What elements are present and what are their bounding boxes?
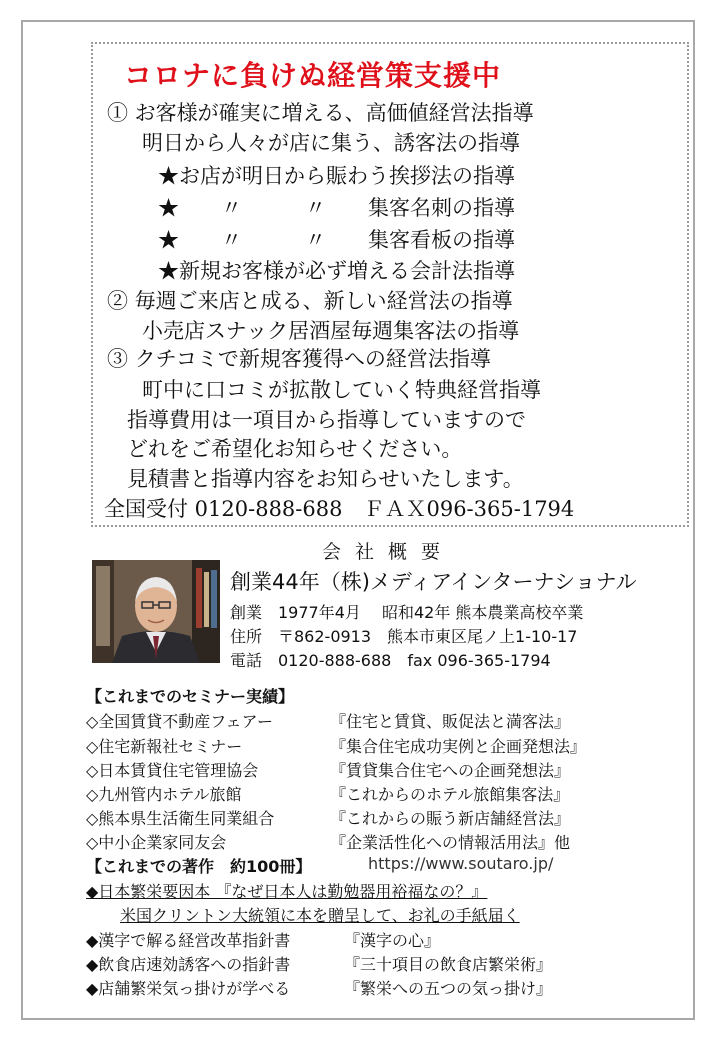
seminar-org: ◇日本賃貸住宅管理協会 <box>86 761 259 780</box>
main-line: 小売店スナック居酒屋毎週集客法の指導 <box>142 319 520 343</box>
books-header: 【これまでの著作 約100冊】 <box>86 857 312 876</box>
book-desc: ◆店舗繁栄気っ掛けが学べる <box>86 979 291 998</box>
seminar-org: ◇全国賃貸不動産フェアー <box>86 712 274 731</box>
book-title: 『繁栄への五つの気っ掛け』 <box>344 979 553 998</box>
seminar-title: 『企業活性化への情報活用法』他 <box>330 833 571 852</box>
main-line: ★お店が明日から賑わう挨拶法の指導 <box>158 164 515 188</box>
portrait-photo <box>92 560 220 663</box>
seminar-org: ◇住宅新報社セミナー <box>86 737 243 756</box>
seminars-header: 【これまでのセミナー実績】 <box>86 687 295 706</box>
main-line: ① お客様が確実に増える、高価値経営法指導 <box>107 101 534 125</box>
book-desc: ◆漢字で解る経営改革指針書 <box>86 931 291 950</box>
company-phone: 電話 0120-888-688 fax 096-365-1794 <box>230 651 551 670</box>
seminar-title: 『賃貸集合住宅への企画発想法』 <box>330 761 571 780</box>
seminar-org: ◇九州管内ホテル旅館 <box>86 785 242 804</box>
seminar-org: ◇熊本県生活衛生同業組合 <box>86 809 275 828</box>
headline: コロナに負けぬ経営策支援中 <box>124 59 502 92</box>
contact-line: 全国受付 0120-888-688 ＦＡＸ096-365-1794 <box>104 497 575 521</box>
main-line: 見積書と指導内容をお知らせいたします。 <box>127 467 524 491</box>
seminar-title: 『集合住宅成功実例と企画発想法』 <box>330 737 587 756</box>
main-line: ★ 〃 〃 集客名刺の指導 <box>158 196 515 220</box>
company-name: 創業44年（株)メディアインターナショナル <box>230 570 637 594</box>
featured-book: ◆日本繁栄要因本 『なぜ日本人は勤勉器用裕福なの？』 <box>86 882 488 901</box>
seminar-title: 『住宅と賃貸、販促法と満客法』 <box>330 712 571 731</box>
website-url[interactable]: https://www.soutaro.jp/ <box>368 854 554 873</box>
company-title: 会社概要 <box>322 541 455 563</box>
featured-book-note: 米国クリントン大統領に本を贈呈して、お礼の手紙届く <box>120 906 520 925</box>
main-line: 明日から人々が店に集う、誘客法の指導 <box>142 131 520 155</box>
main-line: どれをご希望化お知らせください。 <box>127 437 463 461</box>
main-line: ③ クチコミで新規客獲得への経営法指導 <box>107 347 491 371</box>
company-founded: 創業 1977年4月 昭和42年 熊本農業高校卒業 <box>230 603 584 622</box>
main-line: ★ 〃 〃 集客看板の指導 <box>158 228 515 252</box>
main-line: 指導費用は一項目から指導していますので <box>127 408 526 432</box>
seminar-title: 『これからのホテル旅館集客法』 <box>330 785 570 804</box>
main-line: ★新規お客様が必ず増える会計法指導 <box>158 259 515 283</box>
main-line: ② 毎週ご来店と成る、新しい経営法の指導 <box>107 289 513 313</box>
seminar-org: ◇中小企業家同友会 <box>86 833 227 852</box>
seminar-title: 『これからの賑う新店舗経営法』 <box>330 809 571 828</box>
book-desc: ◆飲食店速効誘客への指針書 <box>86 955 291 974</box>
company-address: 住所 〒862-0913 熊本市東区尾ノ上1-10-17 <box>230 627 578 646</box>
book-title: 『三十項目の飲食店繁栄術』 <box>344 955 553 974</box>
book-title: 『漢字の心』 <box>344 931 441 950</box>
main-line: 町中に口コミが拡散していく特典経営指導 <box>142 378 541 402</box>
